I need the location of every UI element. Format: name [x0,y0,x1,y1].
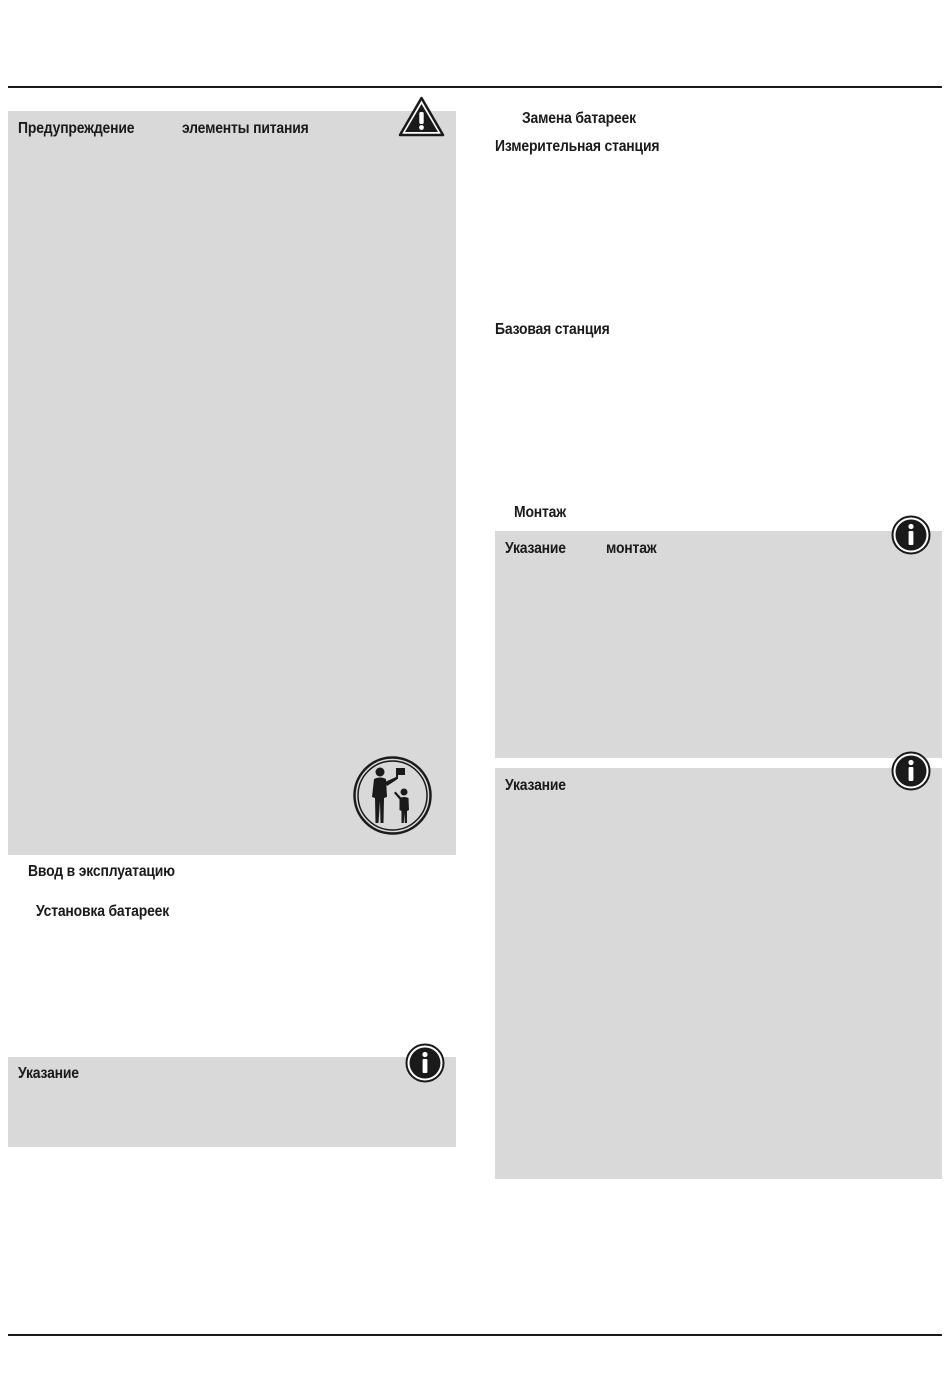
warning-subtitle: элементы питания [182,120,309,137]
note-title: Указание [18,1065,79,1082]
section-battery-install-heading: Установка батареек [36,903,170,920]
info-icon [891,515,931,555]
note-box-2 [495,768,942,1179]
section-mounting-heading: Монтаж [514,504,566,521]
warning-triangle-icon [398,96,445,137]
measuring-station-heading: Измерительная станция [495,138,660,155]
info-icon [891,751,931,791]
footer-rule [8,1334,942,1336]
note-mounting-subtitle: монтаж [606,540,657,557]
base-station-heading: Базовая станция [495,321,610,338]
section-commissioning-heading: Ввод в эксплуатацию [28,863,175,880]
info-icon [405,1043,445,1083]
note-mounting-title: Указание [505,540,566,557]
warning-box [8,111,456,855]
warning-title: Предупреждение [18,120,135,137]
section-battery-replace-heading: Замена батареек [522,110,636,127]
header-rule [8,86,942,88]
note-mounting-box [495,531,942,758]
keep-away-from-children-icon [352,755,433,836]
note-2-title: Указание [505,777,566,794]
